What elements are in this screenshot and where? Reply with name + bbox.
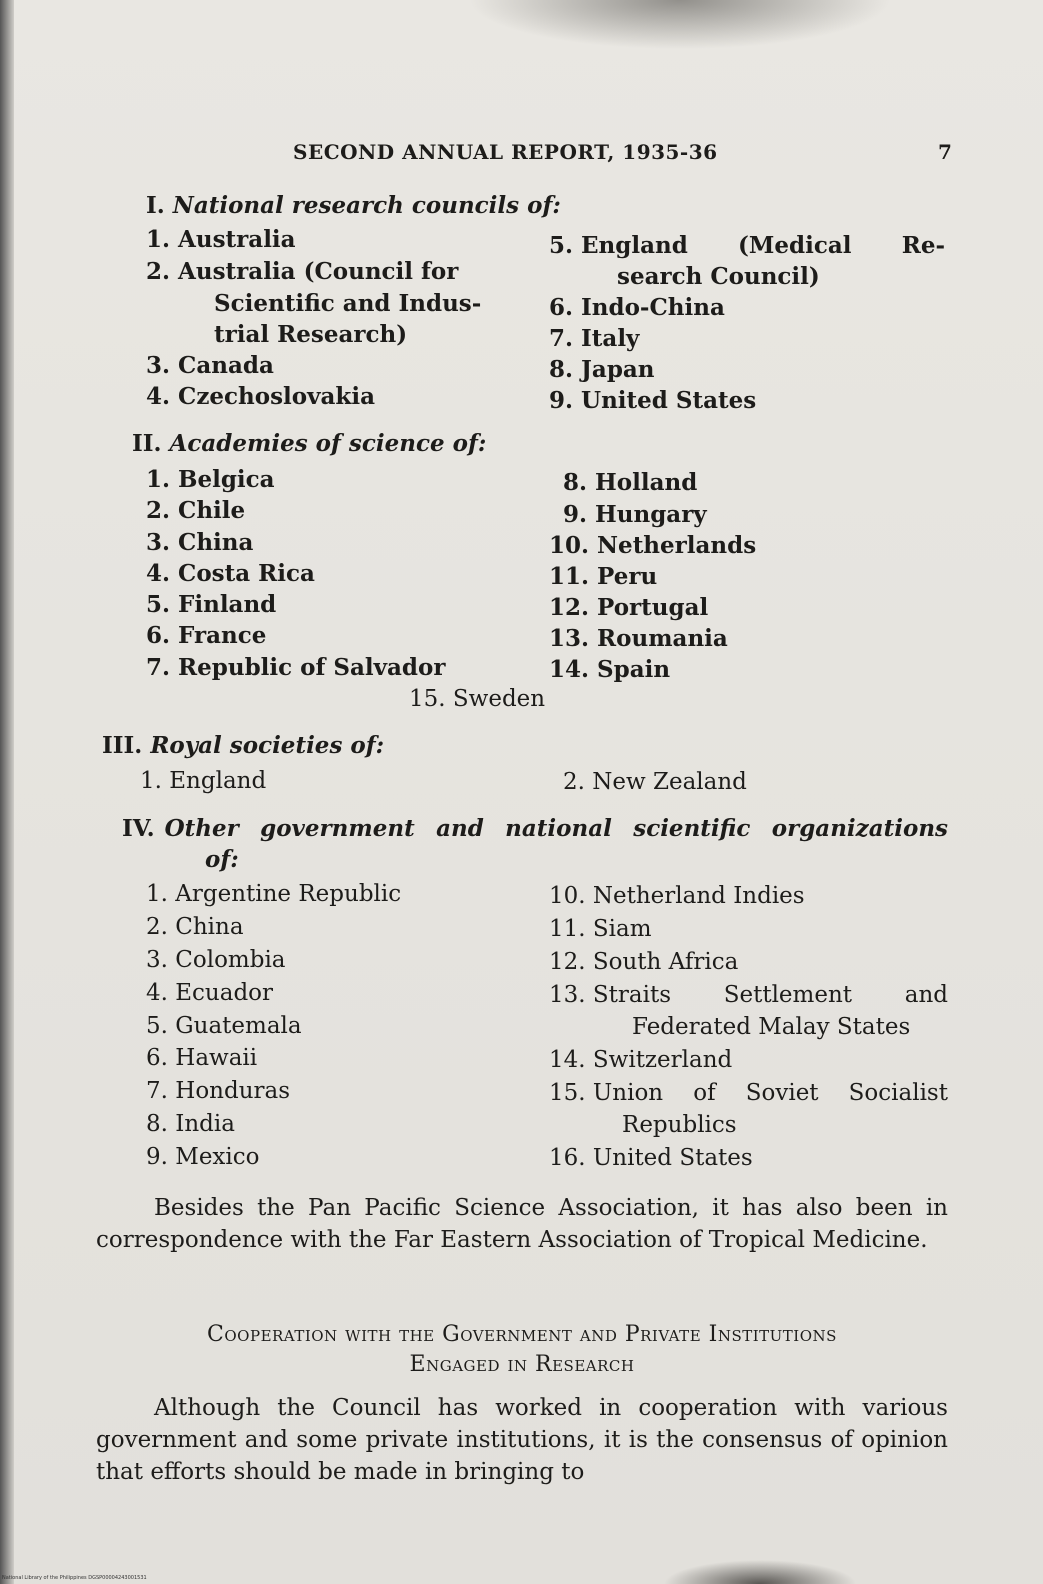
list-item: 7. Republic of Salvador [146,654,446,681]
list-item: 8. Japan [549,356,655,383]
list-item: 2. Australia (Council for [146,258,459,285]
list-item: 4. Ecuador [146,980,274,1006]
list-item: 1. Argentine Republic [146,881,402,907]
list-item: 9. Mexico [146,1144,260,1170]
list-item: 12. South Africa [549,949,739,975]
list-item: 11. Peru [549,563,658,590]
list-item: 14. Spain [549,656,671,683]
page-number: 7 [938,140,953,164]
list-item: 3. Colombia [146,947,286,973]
section-2-title: Academies of science of: [169,430,487,457]
list-item: 10. Netherlands [549,532,757,559]
list-item: 3. Canada [146,352,274,379]
list-item: 4. Costa Rica [146,560,315,587]
section-1-title-suffix: of: [527,192,561,219]
list-item: 2. New Zealand [563,769,747,795]
list-item: 1. England [140,768,267,794]
list-item: 8. India [146,1111,235,1137]
list-item: 16. United States [549,1145,753,1171]
section-1-title: National research councils [172,192,520,219]
section-4-numeral: IV. [122,815,155,842]
list-item: 12. Portugal [549,594,709,621]
list-item: 13. Straits Settlement and [549,982,948,1008]
list-item: 5. England (Medical Re- [549,232,945,259]
list-item-centered: 15. Sweden [409,686,546,712]
list-item: 4. Czechoslovakia [146,383,375,410]
list-item: 3. China [146,529,254,556]
list-item: 7. Honduras [146,1078,291,1104]
list-item: 8. Holland [563,469,698,496]
list-item: 9. United States [549,387,757,414]
paragraph-correspondence: Besides the Pan Pacific Science Association, it has also been in correspondence with the Far Eastern Association of Tropical Medicine. [96,1195,948,1253]
list-item-continuation: Scientific and Indus- [214,290,482,317]
section-heading-cooperation: Cooperation with the Government and Private Institutions [207,1322,837,1347]
section-3-heading [102,732,384,759]
running-header-title: SECOND ANNUAL REPORT, 1935-36 [293,140,718,164]
list-item-continuation: trial Research) [214,321,408,348]
list-item: 1. Australia [146,226,296,253]
list-item: 6. Hawaii [146,1045,258,1071]
section-4-heading [122,815,948,842]
list-item: 5. Guatemala [146,1013,302,1039]
scan-footer-label: National Library of the Philippines DGSP00004243001531 [2,1575,147,1581]
section-3-title-suffix: of: [350,732,385,759]
section-heading-cooperation-line2: Engaged in Research [409,1352,635,1377]
list-item: 10. Netherland Indies [549,883,805,909]
paragraph-cooperation: Although the Council has worked in cooperation with various government and some private institutions, it is the consensus of opinion that efforts should be made in bringing to [96,1395,948,1485]
list-item: 5. Finland [146,591,277,618]
list-item: 1. Belgica [146,466,275,493]
section-4-title: Other government and national scientific organizations [164,815,948,842]
list-item: 13. Roumania [549,625,728,652]
section-3-numeral: III. [102,732,143,759]
list-item: 7. Italy [549,325,640,352]
section-2-heading [132,430,486,457]
section-4-heading-continuation: of: [205,846,239,873]
list-item-continuation: Republics [622,1112,737,1138]
list-item: 6. France [146,622,267,649]
section-2-numeral: II. [132,430,162,457]
list-item: 11. Siam [549,916,652,942]
list-item-continuation: search Council) [617,263,820,290]
list-item: 9. Hungary [563,501,707,528]
list-item-continuation: Federated Malay States [632,1014,911,1040]
list-item: 2. China [146,914,244,940]
page-edge-shadow [0,0,14,1584]
section-1-heading [146,192,561,219]
list-item: 6. Indo-China [549,294,725,321]
list-item: 14. Switzerland [549,1047,733,1073]
list-item: 2. Chile [146,497,246,524]
section-3-title: Royal societies [150,732,343,759]
list-item: 15. Union of Soviet Socialist [549,1080,948,1106]
section-1-numeral: I. [146,192,165,219]
